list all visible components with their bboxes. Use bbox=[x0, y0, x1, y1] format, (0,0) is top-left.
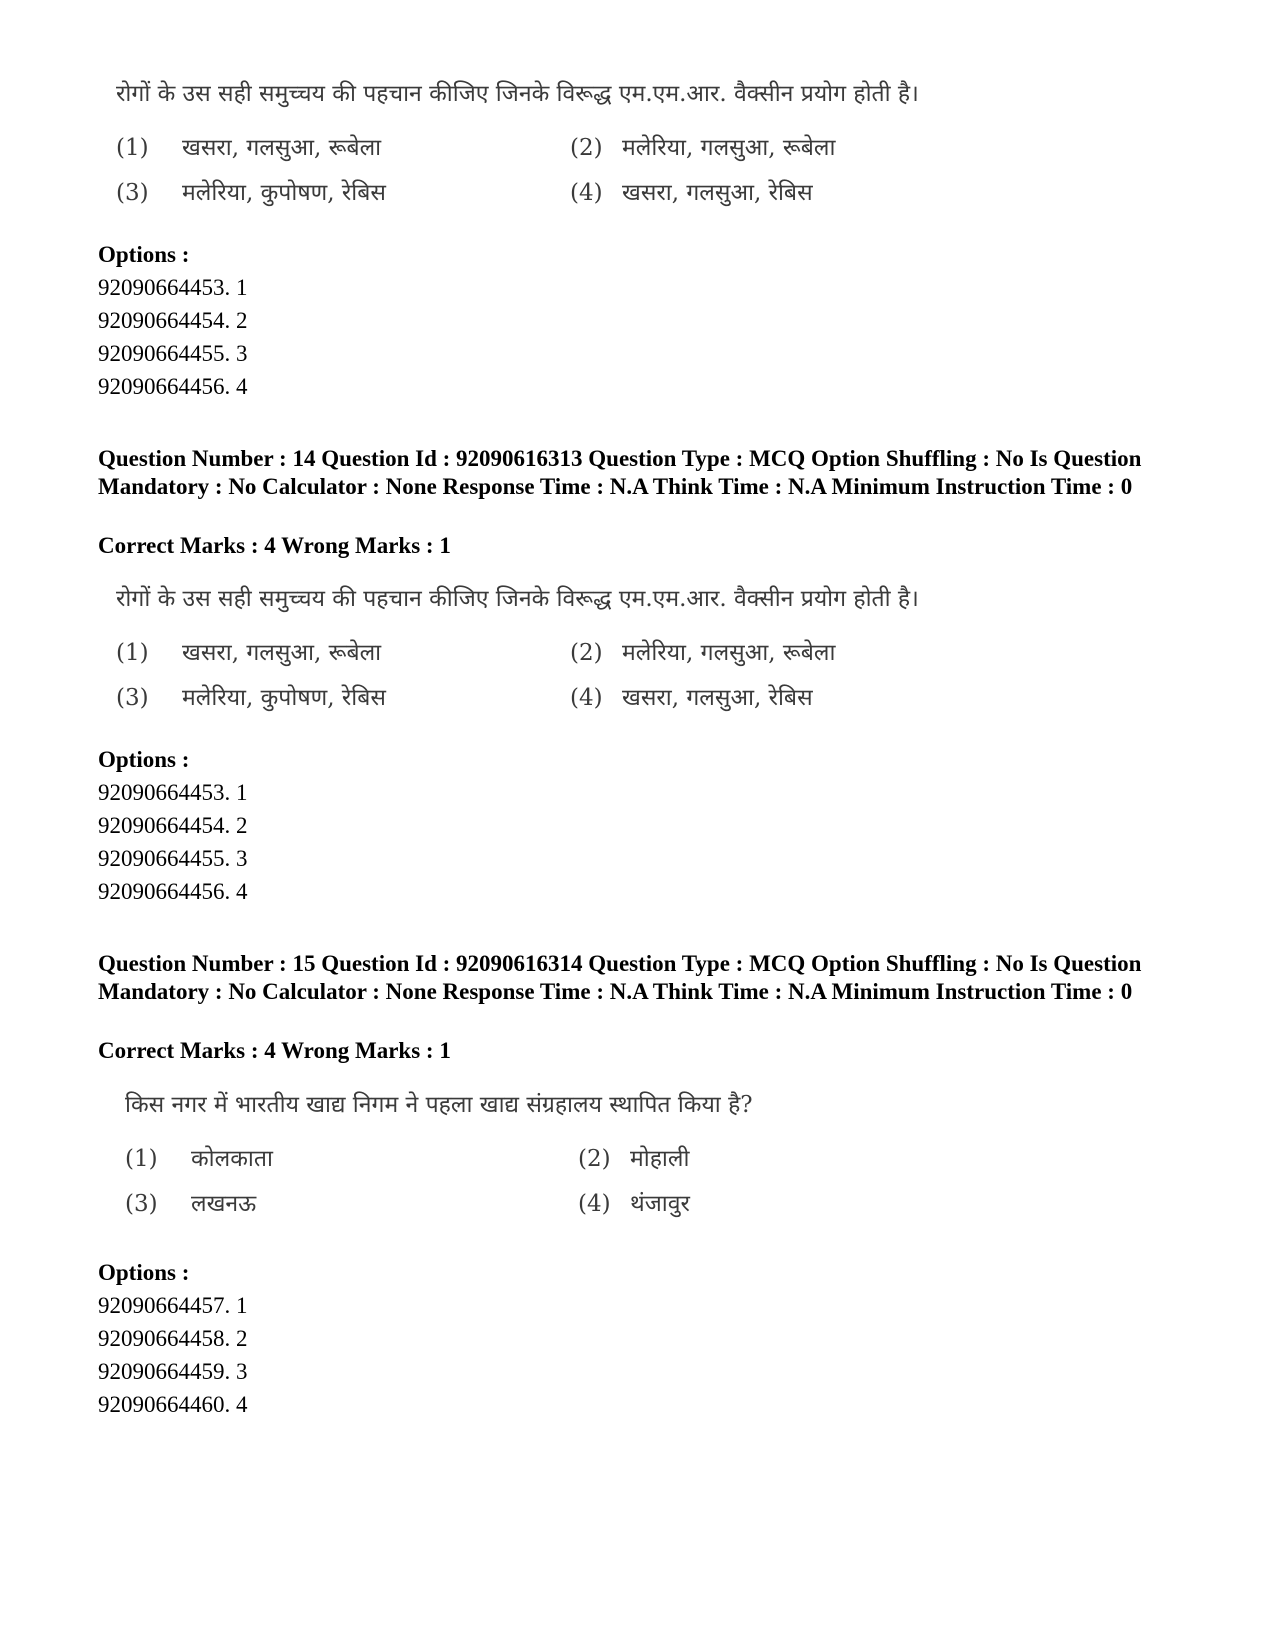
question-text-hindi: रोगों के उस सही समुच्चय की पहचान कीजिए जिनके विरूद्ध एम.एम.आर. वैक्सीन प्रयोग होती है। bbox=[116, 586, 919, 612]
choice-text: लखनऊ bbox=[191, 1191, 257, 1217]
choice-number: (2) bbox=[570, 135, 603, 161]
question-text-hindi: किस नगर में भारतीय खाद्य निगम ने पहला खाद्य संग्रहालय स्थापित किया है? bbox=[125, 1092, 753, 1118]
option-id-line: 92090664460. 4 bbox=[98, 1392, 248, 1417]
choice-number: (1) bbox=[116, 135, 149, 161]
options-heading: Options : bbox=[98, 1260, 190, 1285]
option-id-line: 92090664453. 1 bbox=[98, 275, 248, 300]
option-id-line: 92090664459. 3 bbox=[98, 1359, 248, 1384]
option-id-line: 92090664455. 3 bbox=[98, 846, 248, 871]
choice-1 bbox=[125, 1141, 273, 1173]
options-heading: Options : bbox=[98, 747, 190, 772]
choice-3 bbox=[116, 680, 386, 712]
option-id-line: 92090664455. 3 bbox=[98, 341, 248, 366]
choice-1 bbox=[116, 635, 381, 667]
choice-text: खसरा, गलसुआ, रेबिस bbox=[622, 685, 813, 711]
choice-text: मोहाली bbox=[630, 1146, 690, 1172]
option-id-line: 92090664457. 1 bbox=[98, 1293, 248, 1318]
option-id-line: 92090664454. 2 bbox=[98, 813, 248, 838]
choice-number: (4) bbox=[578, 1191, 611, 1217]
choice-number: (1) bbox=[116, 640, 149, 666]
options-heading: Options : bbox=[98, 242, 190, 267]
question-text-hindi: रोगों के उस सही समुच्चय की पहचान कीजिए जिनके विरूद्ध एम.एम.आर. वैक्सीन प्रयोग होती है। bbox=[116, 81, 919, 107]
choice-4 bbox=[570, 175, 813, 207]
choice-text: मलेरिया, कुपोषण, रेबिस bbox=[182, 685, 386, 711]
choice-number: (1) bbox=[125, 1146, 158, 1172]
choice-2 bbox=[570, 635, 835, 667]
choice-number: (3) bbox=[125, 1191, 158, 1217]
question-meta: Question Number : 14 Question Id : 92090616313 Question Type : MCQ Option Shuffling : No Is Question Mandatory : No Calculator : None Response Time : N.A Think Time : N.A Minimum Instruction Time : 0 bbox=[98, 446, 1142, 499]
choice-number: (4) bbox=[570, 180, 603, 206]
question-meta: Question Number : 15 Question Id : 92090616314 Question Type : MCQ Option Shuffling : No Is Question Mandatory : No Calculator : None Response Time : N.A Think Time : N.A Minimum Instruction Time : 0 bbox=[98, 951, 1142, 1004]
choice-3 bbox=[116, 175, 386, 207]
option-id-line: 92090664456. 4 bbox=[98, 374, 248, 399]
choice-number: (3) bbox=[116, 180, 149, 206]
choice-4 bbox=[578, 1186, 690, 1218]
marks-line: Correct Marks : 4 Wrong Marks : 1 bbox=[98, 533, 451, 558]
choice-number: (2) bbox=[578, 1146, 611, 1172]
choice-1 bbox=[116, 130, 381, 162]
choice-2 bbox=[570, 130, 835, 162]
choice-number: (3) bbox=[116, 685, 149, 711]
choice-number: (2) bbox=[570, 640, 603, 666]
marks-line: Correct Marks : 4 Wrong Marks : 1 bbox=[98, 1038, 451, 1063]
choice-number: (4) bbox=[570, 685, 603, 711]
choice-text: खसरा, गलसुआ, रेबिस bbox=[622, 180, 813, 206]
option-id-line: 92090664456. 4 bbox=[98, 879, 248, 904]
choice-text: मलेरिया, गलसुआ, रूबेला bbox=[622, 640, 836, 666]
option-id-line: 92090664458. 2 bbox=[98, 1326, 248, 1351]
choice-2 bbox=[578, 1141, 689, 1173]
choice-4 bbox=[570, 680, 813, 712]
option-id-line: 92090664453. 1 bbox=[98, 780, 248, 805]
choice-text: खसरा, गलसुआ, रूबेला bbox=[182, 135, 382, 161]
choice-text: थंजावुर bbox=[630, 1191, 690, 1217]
choice-3 bbox=[125, 1186, 256, 1218]
choice-text: मलेरिया, गलसुआ, रूबेला bbox=[622, 135, 836, 161]
choice-text: मलेरिया, कुपोषण, रेबिस bbox=[182, 180, 386, 206]
choice-text: कोलकाता bbox=[191, 1146, 273, 1172]
option-id-line: 92090664454. 2 bbox=[98, 308, 248, 333]
choice-text: खसरा, गलसुआ, रूबेला bbox=[182, 640, 382, 666]
